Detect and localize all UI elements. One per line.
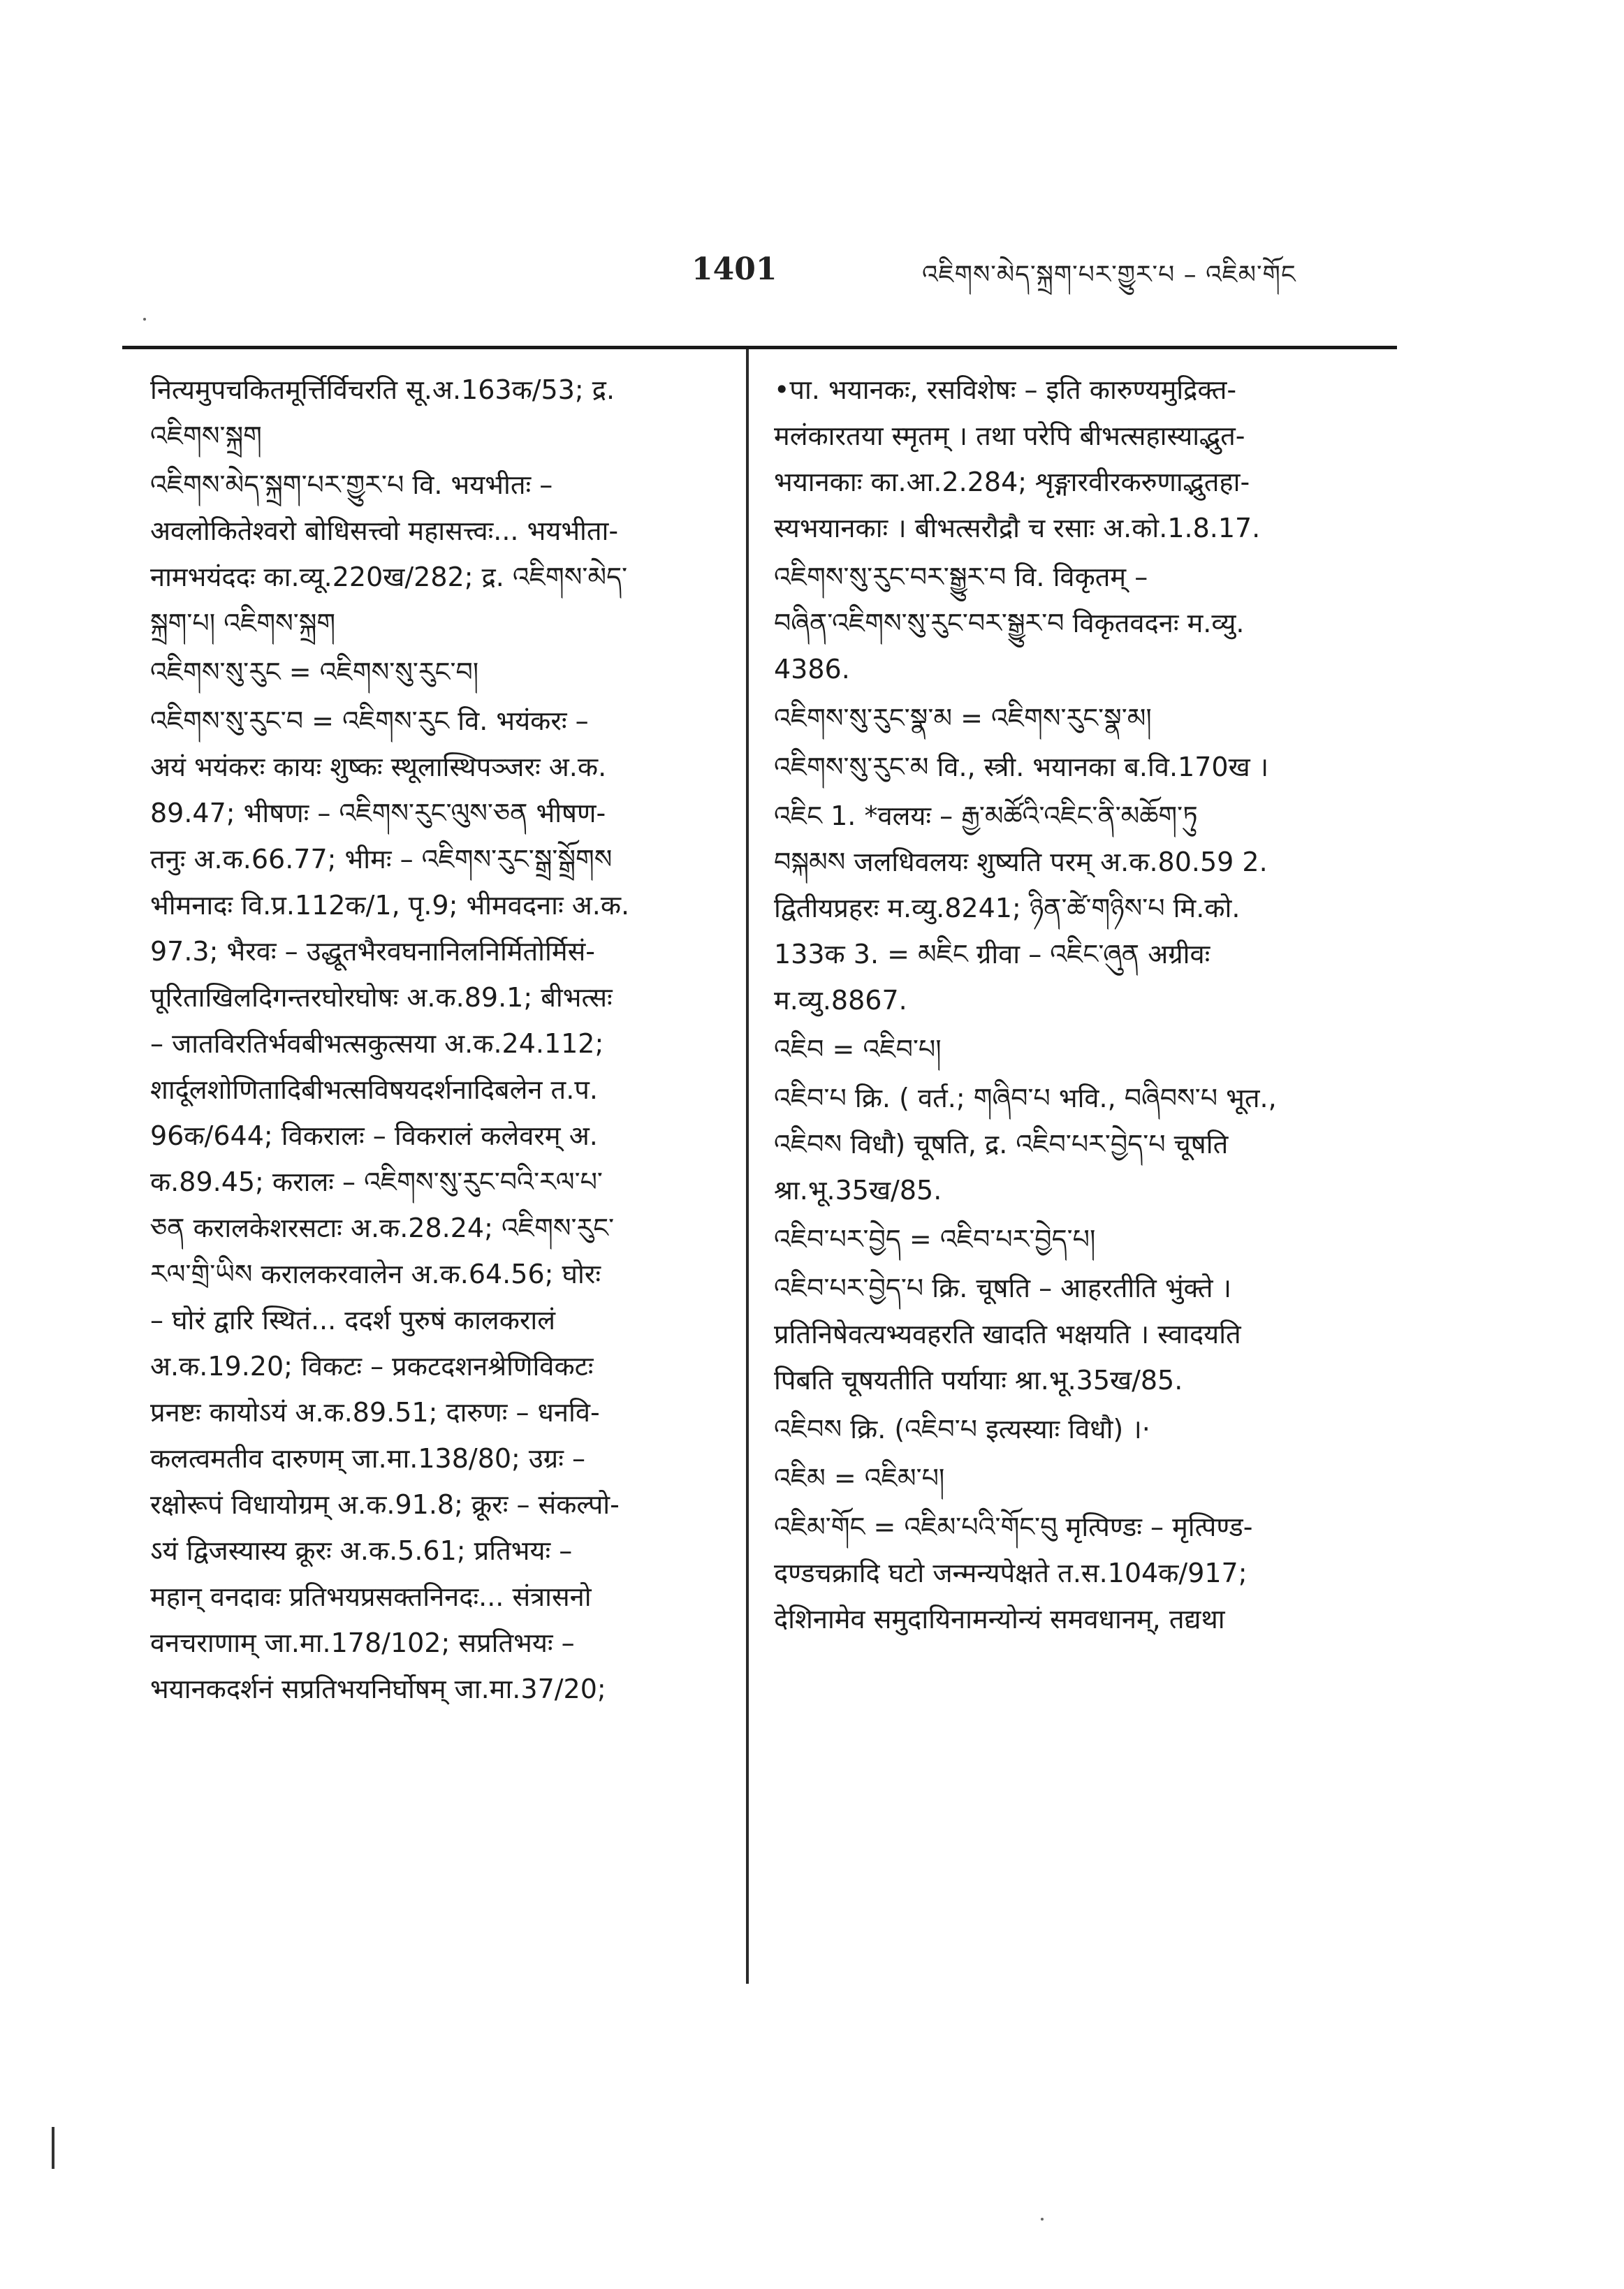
page-number: 1401: [692, 251, 777, 287]
left-line: རལ་གྲི་ཡིས करालकरवालेन अ.क.64.56; घोरः: [150, 1259, 601, 1289]
left-line: नित्यमुपचकितमूर्त्तिर्विचरति सू.अ.163क/53; द्र.: [150, 374, 615, 405]
right-line: བསྐམས जलधिवलयः शुष्यति परम् अ.क.80.59 2.: [774, 847, 1268, 877]
right-line: འཇིགས་སུ་རུང་མ वि., स्त्री. भयानका ब.वि.170ख ।: [774, 752, 1269, 782]
right-line: श्रा.भू.35ख/85.: [774, 1175, 942, 1206]
right-line: पिबति चूषयतीति पर्यायाः श्रा.भू.35ख/85.: [774, 1365, 1183, 1396]
right-line: འཇིབ་པ क्रि. ( वर्त.; གཞིབ་པ भवि., བཞིབས་པ भूत.,: [774, 1083, 1277, 1113]
right-line: འཇིབས क्रि. (འཇིབ་པ इत्यस्याः विधौ) ।·: [774, 1414, 1150, 1445]
right-line: मलंकारतया स्मृतम् । तथा परेपि बीभत्सहास्याद्भुत-: [774, 420, 1245, 451]
left-line: नामभयंददः का.व्यू.220ख/282; द्र. འཇིགས་མེད་: [150, 562, 628, 592]
left-line: महान् वनदावः प्रतिभयप्रसक्तनिनदः... संत्रासनो: [150, 1581, 592, 1612]
left-line: रक्षोरूपं विधायोग्रम् अ.क.91.8; क्रूरः – संकल्पो-: [150, 1489, 620, 1520]
left-line: ऽयं द्विजस्यास्य क्रूरः अ.क.5.61; प्रतिभयः –: [150, 1535, 573, 1566]
left-line: འཇིགས་སུ་རུང་བ = འཇིགས་རུང वि. भयंकरः –: [150, 705, 589, 736]
left-line: अवलोकितेश्वरो बोधिसत्त्वो महासत्त्वः... भयभीता-: [150, 515, 619, 546]
left-line: पूरिताखिलदिगन्तरघोरघोषः अ.क.89.1; बीभत्सः: [150, 982, 613, 1013]
left-line: भयानकदर्शनं सप्रतिभयनिर्घोषम् जा.मा.37/20;: [150, 1674, 606, 1704]
left-line: འཇིགས་སྐྲག: [150, 420, 262, 451]
left-line: འཇིགས་མེད་སྐྲག་པར་གྱུར་པ वि. भयभीतः –: [150, 469, 553, 500]
right-line: འཇིམ་གོང = འཇིམ་པའི་གོང་བུ मृत्पिण्डः – मृत्पिण्ड-: [774, 1512, 1253, 1542]
right-line: འཇིབ་པར་བྱེད་པ क्रि. चूषति – आहरतीति भुंक्ते ।: [774, 1273, 1232, 1303]
right-line: འཇིང 1. *वलयः – རྒྱ་མཚོའི་འཇིང་ནི་མཆོག་ཏུ: [774, 800, 1198, 831]
right-line: भयानकाः का.आ.2.284; शृङ्गारवीरकरुणाद्भुतहा-: [774, 467, 1250, 497]
column-divider: [746, 349, 749, 1984]
right-line: འཇིབ = འཇིབ་པ།: [774, 1034, 942, 1065]
right-line: བཞིན་འཇིགས་སུ་རུང་བར་སྒྱུར་བ विकृतवदनः म.व्यु.: [774, 608, 1245, 638]
right-line: འཇིགས་སུ་རུང་བར་སྒྱུར་བ वि. विकृतम् –: [774, 562, 1148, 592]
running-head: འཇིགས་མེད་སྐྲག་པར་གྱུར་པ – འཇིམ་གོང: [922, 261, 1296, 289]
right-line: འཇིབས विधौ) चूषति, द्र. འཇིབ་པར་བྱེད་པ चूषति: [774, 1129, 1229, 1160]
left-line: अयं भयंकरः कायः शुष्कः स्थूलास्थिपञ्जरः अ.क.: [150, 752, 607, 782]
left-line: प्रनष्टः कायोऽयं अ.क.89.51; दारुणः – धनवि-: [150, 1397, 600, 1428]
left-line: भीमनादः वि.प्र.112क/1, पृ.9; भीमवदनाः अ.क.: [150, 890, 630, 921]
right-line: •पा. भयानकः, रसविशेषः – इति कारुण्यमुद्रिक्त-: [774, 374, 1237, 405]
left-line: འཇིགས་སུ་རུང = འཇིགས་སུ་རུང་བ།: [150, 657, 479, 687]
left-line: वनचराणाम् जा.मा.178/102; सप्रतिभयः –: [150, 1628, 575, 1658]
right-line: འཇིམ = འཇིམ་པ།: [774, 1463, 945, 1493]
right-line: म.व्यु.8867.: [774, 985, 907, 1016]
header-rule: [122, 346, 1397, 349]
right-line: द्वितीयप्रहरः म.व्यु.8241; ཉིན་ཚེ་གཉིས་པ मि.को.: [774, 893, 1241, 923]
left-line: – जातविरतिर्भवबीभत्सकुत्सया अ.क.24.112;: [150, 1028, 604, 1059]
right-line: 133क 3. = མཇིང ग्रीवा – འཇིང་ཞུན अग्रीवः: [774, 939, 1210, 970]
right-line: देशिनामेव समुदायिनामन्योन्यं समवधानम्, तद्यथा: [774, 1604, 1225, 1635]
left-line: कलत्वमतीव दारुणम् जा.मा.138/80; उग्रः –: [150, 1443, 585, 1474]
right-line: འཇིགས་སུ་རུང་སྣ་མ = འཇིགས་རུང་སྣ་མ།: [774, 703, 1152, 733]
left-line: क.89.45; करालः – འཇིགས་སུ་རུང་བའི་རལ་པ་: [150, 1167, 603, 1197]
right-line: 4386.: [774, 654, 850, 685]
scan-speck: [143, 318, 146, 321]
left-line: 89.47; भीषणः – འཇིགས་རུང་ལུས་ཅན भीषण-: [150, 798, 606, 828]
right-line: འཇིབ་པར་བྱེད = འཇིབ་པར་བྱེད་པ།: [774, 1224, 1096, 1255]
left-line: – घोरं द्वारि स्थितं... ददर्श पुरुषं कालकरालं: [150, 1305, 556, 1336]
scan-speck: [1041, 2218, 1044, 2221]
left-line: 96क/644; विकरालः – विकरालं कलेवरम् अ.: [150, 1120, 598, 1151]
left-line: तनुः अ.क.66.77; भीमः – འཇིགས་རུང་སྒྲ་སྒྲོགས: [150, 844, 613, 875]
left-line: अ.क.19.20; विकटः – प्रकटदशनश्रेणिविकटः: [150, 1351, 594, 1382]
right-line: स्यभयानकाः । बीभत्सरौद्रौ च रसाः अ.को.1.8.17.: [774, 513, 1261, 543]
right-column: [774, 367, 1403, 1642]
left-line: ཅན करालकेशरसटाः अ.क.28.24; འཇིགས་རུང་: [150, 1213, 615, 1243]
margin-mark: [52, 2127, 54, 2169]
right-line: दण्डचक्रादि घटो जन्मन्यपेक्षते त.स.104क/917;: [774, 1558, 1248, 1588]
left-line: 97.3; भैरवः – उद्धूतभैरवघनानिलनिर्मितोर्मिसं-: [150, 936, 595, 967]
left-column: [150, 367, 730, 1712]
left-line: शार्दूलशोणितादिबीभत्सविषयदर्शनादिबलेन त.प.: [150, 1074, 598, 1105]
left-line: སྐྲག་པ། འཇིགས་སྐྲག: [150, 608, 336, 638]
right-line: प्रतिनिषेवत्यभ्यवहरति खादति भक्षयति । स्वादयति: [774, 1319, 1241, 1350]
